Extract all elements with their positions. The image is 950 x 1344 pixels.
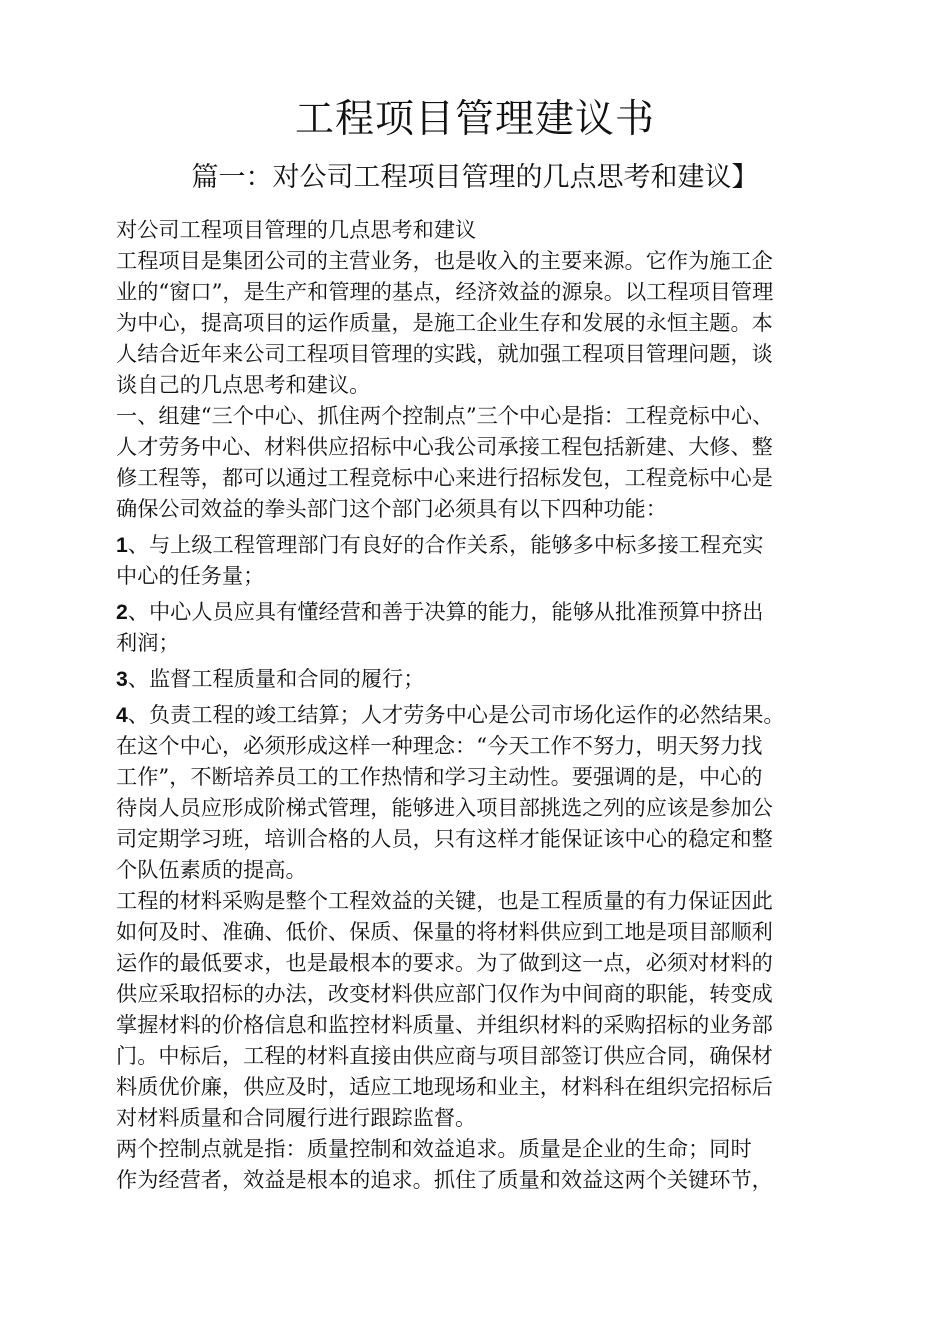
body-line: 对材料质量和合同履行进行跟踪监督。 xyxy=(116,1105,477,1130)
list-item-continuation: 中心的任务量； xyxy=(116,563,265,588)
body-line: 个队伍素质的提高。 xyxy=(116,857,307,882)
list-item-text: 、与上级工程管理部门有良好的合作关系，能够多中标多接工程充实 xyxy=(127,532,764,557)
body-line: 司定期学习班，培训合格的人员，只有这样才能保证该中心的稳定和整 xyxy=(116,826,773,851)
body-line: 门。中标后，工程的材料直接由供应商与项目部签订供应合同，确保材 xyxy=(116,1043,773,1068)
list-item-number: 4 xyxy=(116,704,128,727)
list-item-text: 、监督工程质量和合同的履行； xyxy=(127,666,425,691)
list-item-number: 1 xyxy=(116,534,128,557)
list-item-continuation: 利润； xyxy=(116,630,180,655)
list-item-number: 2 xyxy=(116,601,128,624)
body-line: 供应采取招标的办法，改变材料供应部门仅作为中间商的职能，转变成 xyxy=(116,981,773,1006)
body-line: 作为经营者，效益是根本的追求。抓住了质量和效益这两个关键环节， xyxy=(116,1167,773,1192)
body-line: 料质优价廉，供应及时，适应工地现场和业主，材料科在组织完招标后 xyxy=(116,1074,773,1099)
body-line: 为中心，提高项目的运作质量，是施工企业生存和发展的永恒主题。本 xyxy=(116,310,773,335)
list-item xyxy=(116,663,836,694)
body-line: 谈自己的几点思考和建议。 xyxy=(116,372,371,397)
document-subtitle: 篇一：对公司工程项目管理的几点思考和建议】 xyxy=(191,162,759,193)
list-item xyxy=(116,596,836,627)
list-item-text: 、负责工程的竣工结算；人才劳务中心是公司市场化运作的必然结果。 xyxy=(127,702,785,727)
body-line: 修工程等，都可以通过工程竞标中心来进行招标发包，工程竞标中心是 xyxy=(116,465,773,490)
body-line: 一、组建“三个中心、抓住两个控制点”三个中心是指：工程竞标中心、 xyxy=(116,403,774,428)
body-line: 两个控制点就是指：质量控制和效益追求。质量是企业的生命；同时 xyxy=(116,1136,752,1161)
list-item xyxy=(116,529,836,560)
list-item-text: 、中心人员应具有懂经营和善于决算的能力，能够从批准预算中挤出 xyxy=(127,599,764,624)
body-line: 如何及时、准确、低价、保质、保量的将材料供应到工地是项目部顺利 xyxy=(116,919,773,944)
document-title: 工程项目管理建议书 xyxy=(294,97,655,142)
list-item-number: 3 xyxy=(116,668,128,691)
body-line: 确保公司效益的拳头部门这个部门必须具有以下四种功能： xyxy=(116,496,667,521)
body-line: 工程的材料采购是整个工程效益的关键，也是工程质量的有力保证因此 xyxy=(116,888,773,913)
body-line: 人才劳务中心、材料供应招标中心我公司承接工程包括新建、大修、整 xyxy=(116,434,773,459)
body-line: 待岗人员应形成阶梯式管理，能够进入项目部挑选之列的应该是参加公 xyxy=(116,795,773,820)
body-line: 人结合近年来公司工程项目管理的实践，就加强工程项目管理问题，谈 xyxy=(116,341,773,366)
body-line: 运作的最低要求，也是最根本的要求。为了做到这一点，必须对材料的 xyxy=(116,950,773,975)
body-line: 工程项目是集团公司的主营业务，也是收入的主要来源。它作为施工企 xyxy=(116,248,773,273)
body-line: 工作”，不断培养员工的工作热情和学习主动性。要强调的是，中心的 xyxy=(116,764,763,789)
body-line: 业的“窗口”，是生产和管理的基点，经济效益的源泉。以工程项目管理 xyxy=(116,279,774,304)
list-item xyxy=(116,699,836,730)
document-body xyxy=(116,214,836,1195)
body-line: 在这个中心，必须形成这样一种理念：“今天工作不努力，明天努力找 xyxy=(116,733,763,758)
body-line: 对公司工程项目管理的几点思考和建议 xyxy=(116,217,477,242)
body-line: 掌握材料的价格信息和监控材料质量、并组织材料的采购招标的业务部 xyxy=(116,1012,773,1037)
